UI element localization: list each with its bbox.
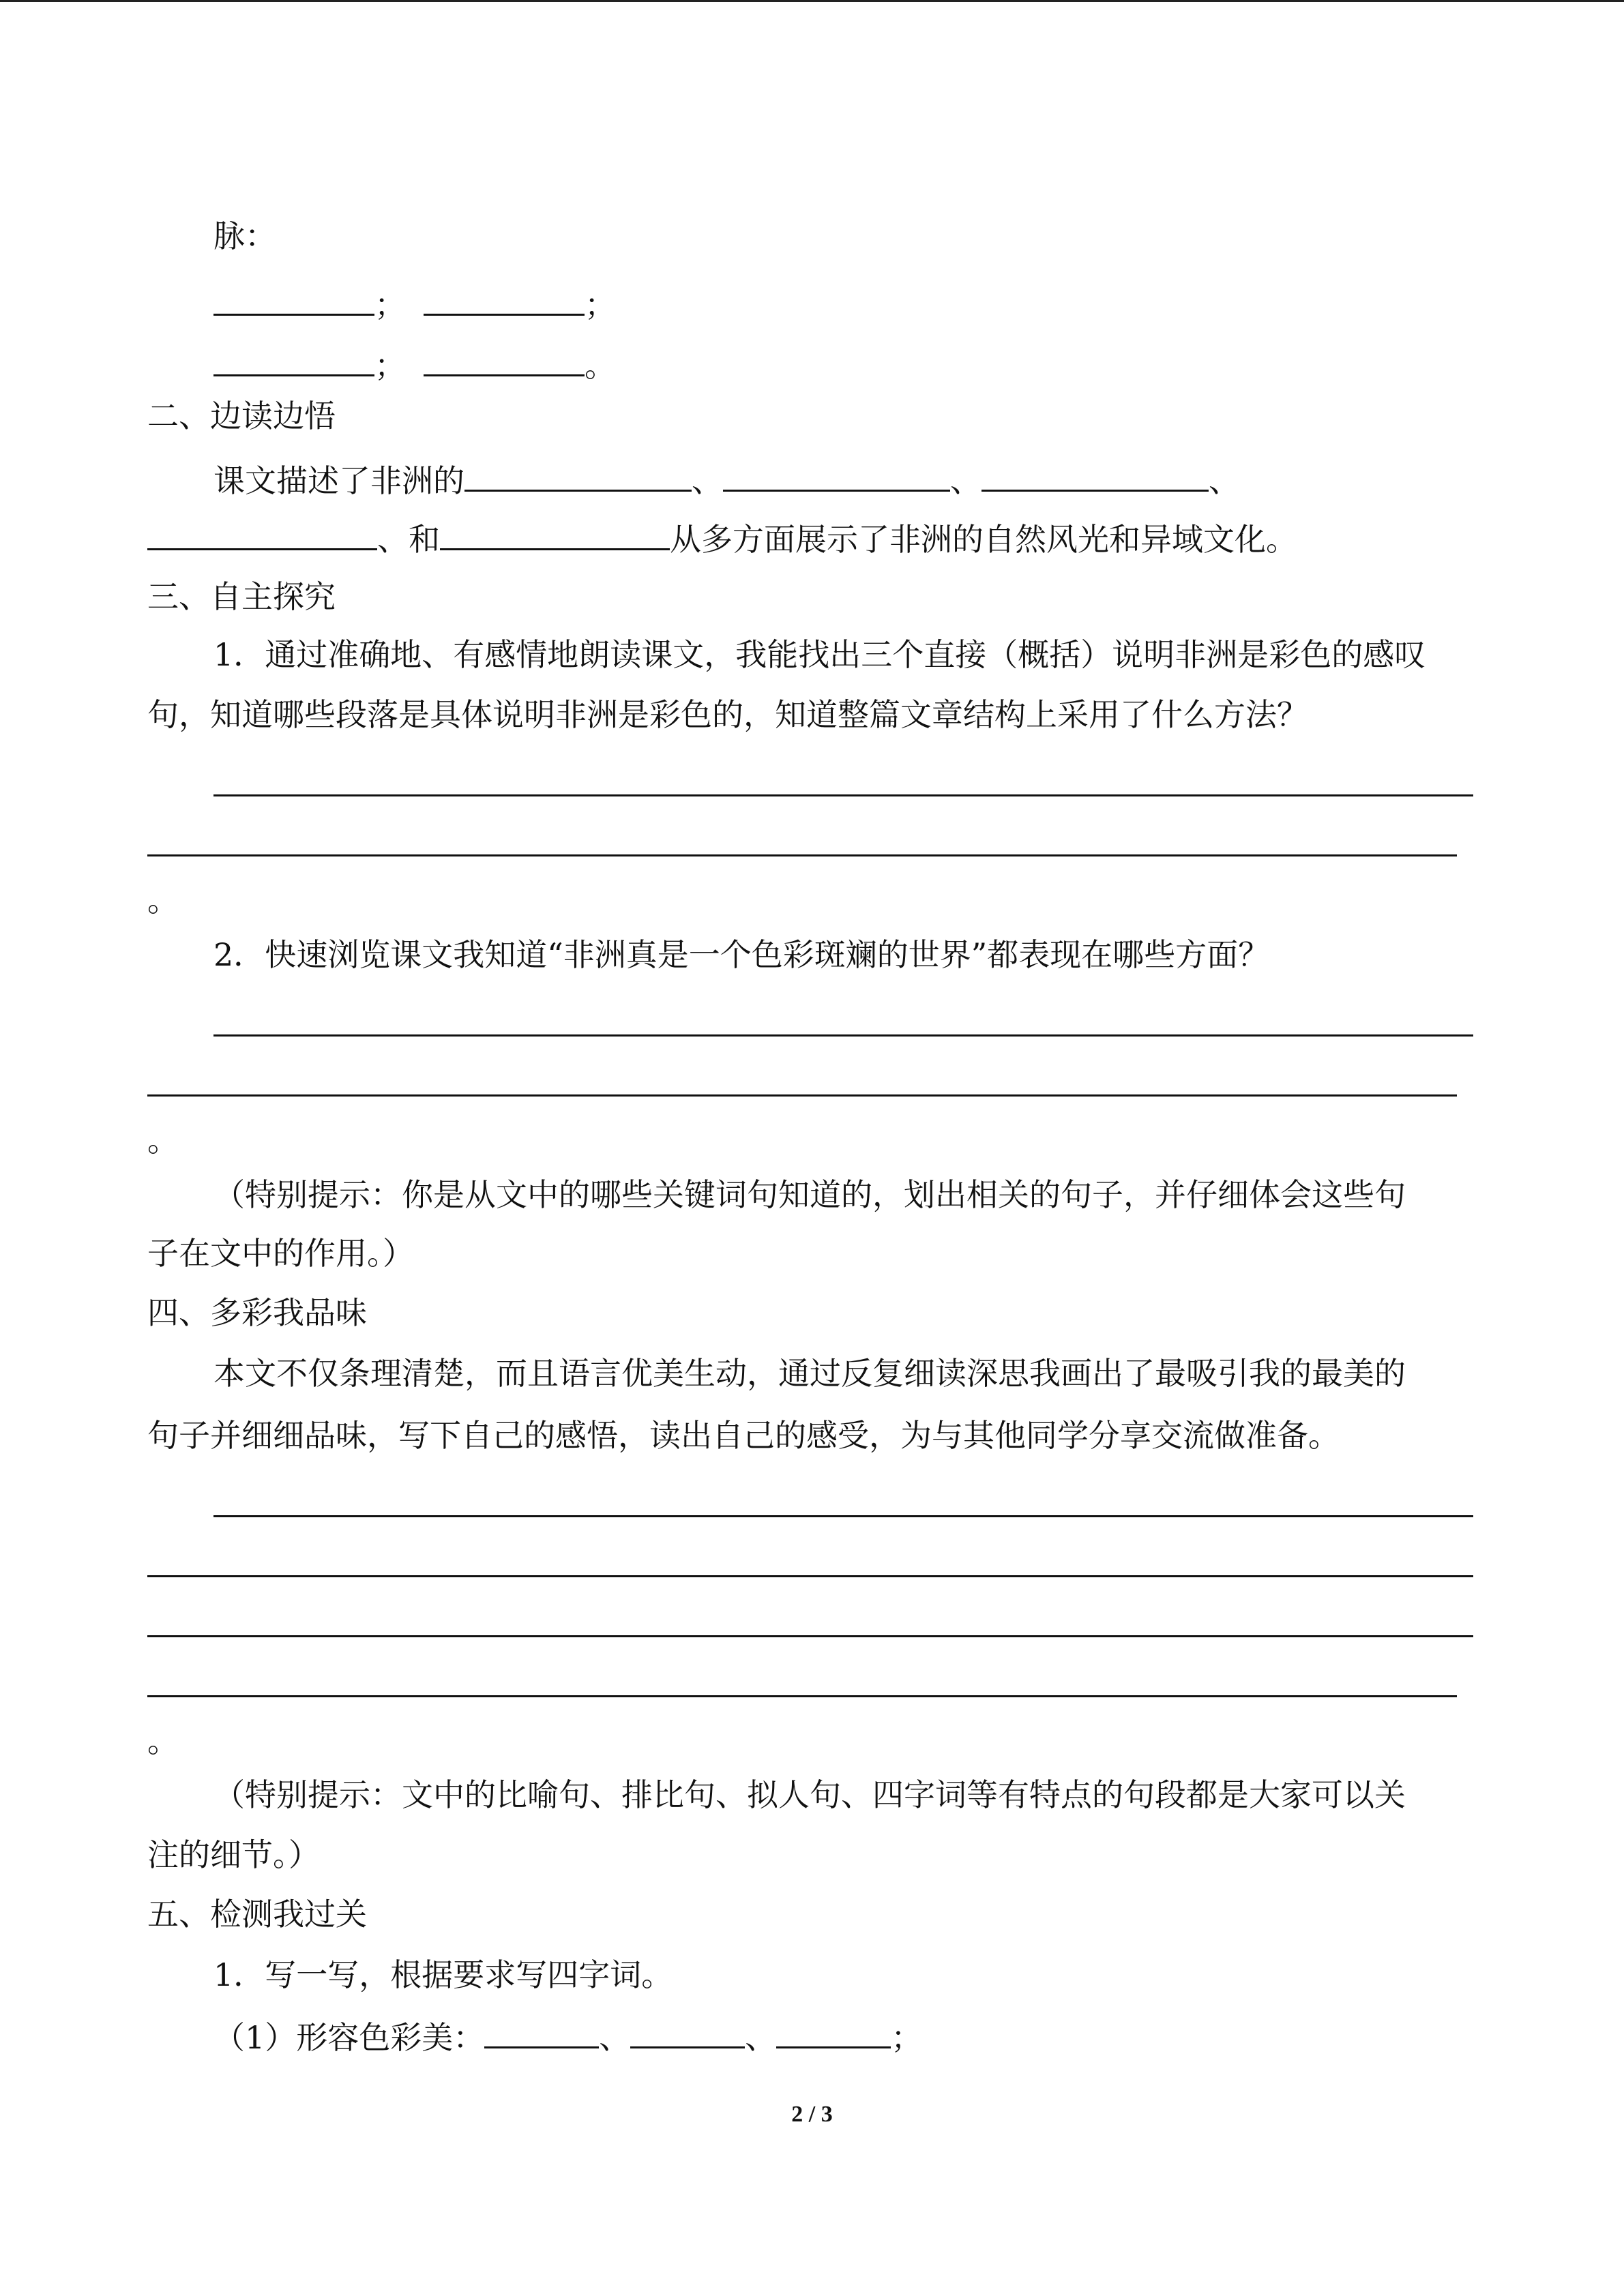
section-4-line-1: 本文不仅条理清楚，而且语言优美生动，通过反复细读深思我画出了最吸引我的最美的 bbox=[213, 1355, 1406, 1392]
answer-end-period: 。 bbox=[147, 1723, 179, 1759]
dun: 、 bbox=[745, 2019, 777, 2056]
text-line-mai: 脉： bbox=[213, 218, 276, 254]
section-4-tip-line-1: （特别提示：文中的比喻句、排比句、拟人句、四字词等有特点的句段都是大家可以关 bbox=[213, 1776, 1406, 1813]
answer-line[interactable] bbox=[213, 1034, 1473, 1037]
answer-blank[interactable] bbox=[213, 343, 374, 376]
section-3-heading: 三、自主探究 bbox=[147, 578, 336, 615]
section-2-text-1: 课文描述了非洲的 bbox=[213, 462, 464, 499]
section-3-tip-line-2: 子在文中的作用。） bbox=[147, 1235, 414, 1272]
section-2-text-2: 从多方面展示了非洲的自然风光和异域文化。 bbox=[670, 521, 1297, 558]
section-5-q1: 1．写一写，根据要求写四字词。 bbox=[213, 1956, 673, 1993]
section-4-tip-line-2: 注的细节。） bbox=[147, 1836, 320, 1873]
answer-blank[interactable] bbox=[630, 2015, 745, 2048]
answer-line[interactable] bbox=[213, 1515, 1473, 1517]
answer-blank[interactable] bbox=[147, 517, 377, 550]
page-number: 2 / 3 bbox=[791, 2102, 833, 2127]
answer-blank[interactable] bbox=[424, 343, 585, 376]
dun: 、 bbox=[599, 2019, 631, 2056]
section-3-q2: 2．快速浏览课文我知道“非洲真是一个色彩斑斓的世界”都表现在哪些方面？ bbox=[213, 936, 1270, 973]
section-4-line-2: 句子并细细品味，写下自己的感悟，读出自己的感受，为与其他同学分享交流做准备。 bbox=[147, 1417, 1340, 1454]
semicolon: ； bbox=[374, 286, 406, 323]
section-5-heading: 五、检测我过关 bbox=[147, 1896, 367, 1933]
section-2-heading: 二、边读边悟 bbox=[147, 398, 336, 434]
answer-line[interactable] bbox=[147, 1575, 1473, 1577]
section-2-he: 、和 bbox=[377, 521, 440, 558]
section-4-heading: 四、多彩我品味 bbox=[147, 1294, 367, 1331]
answer-blank[interactable] bbox=[440, 517, 670, 550]
answer-blank[interactable] bbox=[464, 458, 692, 492]
semicolon: ； bbox=[891, 2019, 923, 2056]
answer-blank[interactable] bbox=[776, 2015, 891, 2048]
answer-blank[interactable] bbox=[723, 458, 950, 492]
answer-end-period: 。 bbox=[147, 1122, 179, 1159]
section-3-q1-line-2: 句，知道哪些段落是具体说明非洲是彩色的，知道整篇文章结构上采用了什么方法？ bbox=[147, 696, 1308, 733]
answer-line[interactable] bbox=[147, 1635, 1473, 1637]
period: 。 bbox=[585, 347, 616, 384]
fill-row-1 bbox=[213, 282, 616, 325]
answer-line[interactable] bbox=[213, 794, 1473, 796]
section-5-q1-sub-1 bbox=[213, 2015, 922, 2058]
answer-blank[interactable] bbox=[981, 458, 1209, 492]
page-top-border bbox=[0, 0, 1624, 2]
fill-row-2 bbox=[213, 343, 616, 386]
section-2-line-2 bbox=[147, 517, 1297, 560]
semicolon: ； bbox=[585, 286, 616, 323]
answer-line[interactable] bbox=[147, 854, 1457, 856]
section-3-q1-line-1: 1．通过准确地、有感情地朗读课文，我能找出三个直接（概括）说明非洲是彩色的感叹 bbox=[213, 636, 1426, 673]
answer-blank[interactable] bbox=[213, 282, 374, 316]
answer-line[interactable] bbox=[147, 1695, 1457, 1697]
section-2-line-1 bbox=[213, 458, 1240, 501]
dun: 、 bbox=[950, 462, 981, 499]
answer-blank[interactable] bbox=[484, 2015, 599, 2048]
dun: 、 bbox=[1209, 462, 1240, 499]
semicolon: ； bbox=[374, 347, 406, 384]
dun: 、 bbox=[692, 462, 723, 499]
answer-blank[interactable] bbox=[424, 282, 585, 316]
section-5-q1-sub-1-label: （1）形容色彩美： bbox=[213, 2019, 485, 2056]
section-3-tip-line-1: （特别提示：你是从文中的哪些关键词句知道的，划出相关的句子，并仔细体会这些句 bbox=[213, 1176, 1406, 1213]
answer-line[interactable] bbox=[147, 1094, 1457, 1097]
answer-end-period: 。 bbox=[147, 882, 179, 919]
